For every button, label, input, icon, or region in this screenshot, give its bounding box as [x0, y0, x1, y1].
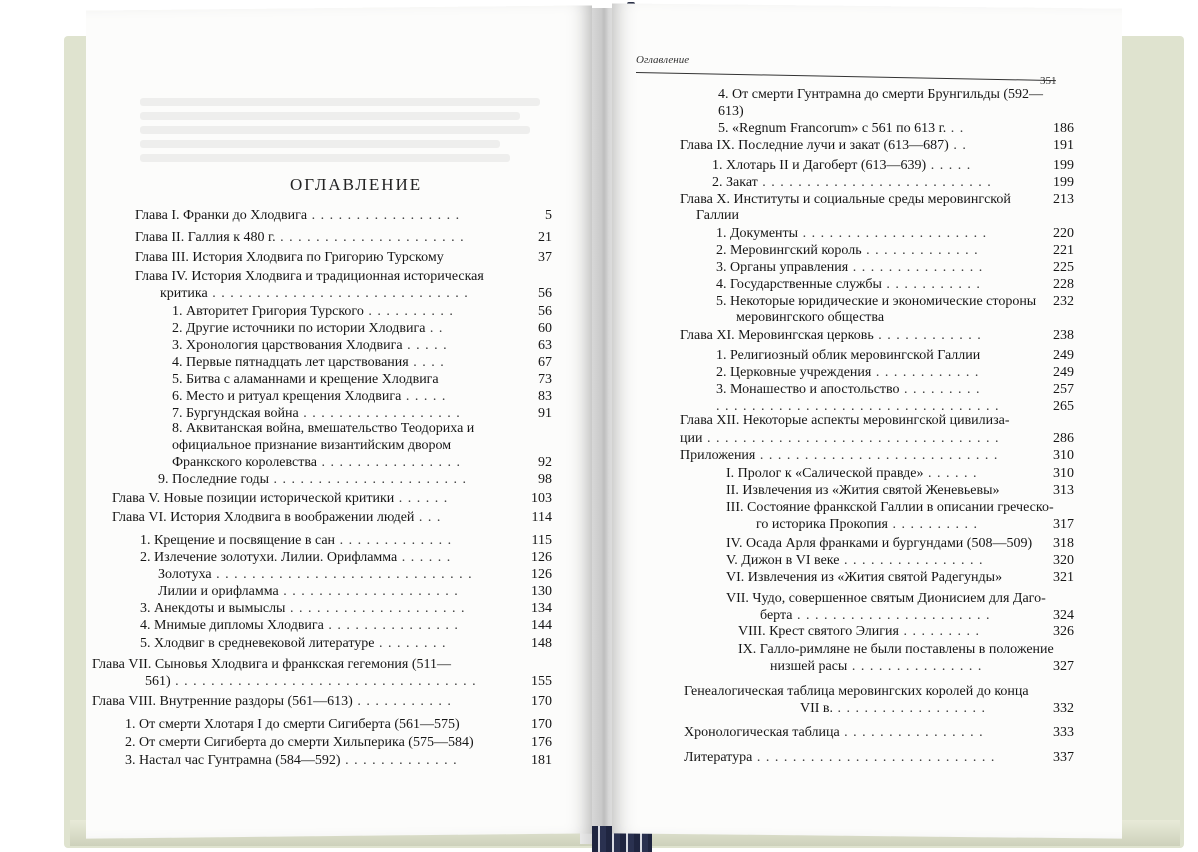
toc-entry	[172, 454, 461, 471]
toc-leader-dots: . . . . . . . . . . . . . . .	[323, 618, 459, 633]
toc-page-number: 148	[531, 636, 552, 651]
toc-entry-title: 7. Бургундская война	[172, 406, 299, 421]
toc-entry-title: VII. Чудо, совершенное святым Дионисием для Даго-	[726, 591, 1046, 606]
toc-entry-title: Галлии	[696, 208, 740, 223]
toc-leader-dots: . . . . . . . . . . .	[881, 277, 981, 292]
toc-entry	[158, 583, 459, 600]
toc-entry-title: Глава VIII. Внутренние раздоры (561—613)	[92, 694, 353, 709]
toc-page-number: 249	[1053, 365, 1074, 380]
toc-page-number: 327	[1053, 659, 1074, 674]
toc-page-number: 103	[531, 491, 552, 506]
bleed-through	[140, 112, 520, 120]
toc-entry	[172, 437, 451, 454]
toc-entry	[680, 430, 999, 447]
toc-entry	[92, 656, 451, 673]
toc-entry	[718, 103, 744, 120]
toc-entry	[158, 471, 467, 488]
toc-entry-title: меровингского общества	[736, 310, 885, 325]
toc-entry	[726, 482, 1000, 499]
toc-page-number: 60	[538, 321, 552, 336]
toc-page-number: 144	[531, 618, 552, 633]
toc-entry	[158, 566, 473, 583]
toc-entry	[160, 285, 469, 302]
toc-leader-dots: . . . . . . . . . . . . . . . . . . . . . .	[792, 608, 991, 623]
toc-entry	[684, 749, 995, 766]
toc-entry	[756, 516, 978, 533]
toc-entry-title: берта	[760, 608, 793, 623]
toc-page-number: 186	[1053, 121, 1074, 136]
toc-entry-title: Глава X. Институты и социальные среды меровингской	[680, 192, 1011, 207]
toc-page-number: 332	[1053, 701, 1074, 716]
toc-page-number: 170	[531, 694, 552, 709]
toc-entry	[738, 623, 980, 640]
toc-entry-title: низшей расы	[770, 659, 848, 674]
toc-entry	[145, 673, 477, 690]
toc-entry-title: 2. От смерти Сигиберта до смерти Хильперика (575—584)	[125, 735, 474, 750]
toc-entry-title: 5. Некоторые юридические и экономические стороны	[716, 294, 1037, 309]
toc-entry	[140, 600, 465, 617]
toc-page-number: 313	[1053, 483, 1074, 498]
toc-leader-dots: . . . . . . . . . . .	[352, 694, 452, 709]
toc-leader-dots: . . . . .	[402, 338, 448, 353]
toc-leader-dots: . . . . . . . . . . . . . . . . .	[307, 208, 461, 223]
toc-entry	[726, 465, 977, 482]
toc-page-number: 220	[1053, 226, 1074, 241]
toc-entry-title: 2. Излечение золотухи. Лилии. Орифламма	[140, 550, 398, 565]
toc-leader-dots: . . . . . . . . . .	[363, 304, 454, 319]
toc-entry	[718, 86, 1043, 103]
toc-page-number: 130	[531, 584, 552, 599]
toc-entry	[712, 157, 971, 174]
toc-entry	[696, 207, 739, 224]
toc-entry	[716, 259, 983, 276]
toc-entry-title: I. Пролог к «Салической правде»	[726, 466, 924, 481]
toc-page-number: 115	[531, 533, 552, 548]
toc-leader-dots: . .	[425, 321, 444, 336]
toc-entry-title: 5. Хлодвиг в средневековой литературе	[140, 636, 375, 651]
toc-entry-title: Глава XII. Некоторые аспекты меровингской цивилиза-	[680, 413, 1010, 428]
toc-page-number: 155	[531, 674, 552, 689]
toc-entry-title: 3. Настал час Гунтрамна (584—592)	[125, 753, 341, 768]
toc-leader-dots: . . . . . . . . .	[899, 382, 981, 397]
toc-entry	[112, 509, 441, 526]
toc-leader-dots: . . . . . . . . . . . . . . . . . . . . . . . . . .	[757, 175, 992, 190]
toc-page-number: 181	[531, 753, 552, 768]
toc-leader-dots: . . . . . . . . . . . . .	[340, 753, 458, 768]
toc-page-number: 326	[1053, 624, 1074, 639]
running-head: Оглавление	[636, 54, 690, 66]
toc-leader-dots: . . . . . . . . . . . . . . . . . . . . . .	[269, 472, 468, 487]
toc-page-number: 310	[1053, 448, 1074, 463]
toc-entry-title: 2. Меровингский король	[716, 243, 862, 258]
toc-entry	[172, 320, 443, 337]
toc-entry-title: 9. Последние годы	[158, 472, 270, 487]
toc-page-number: 199	[1053, 175, 1074, 190]
toc-page-number: 321	[1053, 570, 1074, 585]
toc-leader-dots: . . . . . . . . . . . . . . . . . . . . . . . . . . .	[752, 750, 996, 765]
toc-entry	[680, 412, 1010, 429]
toc-page-number: 199	[1053, 158, 1074, 173]
toc-entry	[125, 734, 474, 751]
toc-entry	[140, 549, 451, 566]
toc-leader-dots: . . . . . . . . . .	[887, 517, 978, 532]
toc-leader-dots: . . . . . . . . . . . . .	[861, 243, 979, 258]
toc-page-number: 213	[1053, 192, 1074, 207]
toc-leader-dots: . . . . . . . . . . . . . . . . . . . . .	[275, 230, 465, 245]
toc-leader-dots: . . . . . . . . .	[898, 624, 980, 639]
toc-entry	[684, 683, 1029, 700]
toc-leader-dots: . . . . . . . .	[374, 636, 447, 651]
toc-entry-title: 561)	[145, 674, 171, 689]
toc-entry-title: 2. Другие источники по истории Хлодвига	[172, 321, 426, 336]
toc-leader-dots: . . . . . . . . . . . . . . . . . . . .	[285, 601, 466, 616]
toc-page-number: 265	[1053, 399, 1074, 414]
toc-entry	[135, 268, 484, 285]
toc-leader-dots: . . . . . . . . . . . . . . . .	[839, 553, 984, 568]
toc-entry	[716, 293, 1036, 310]
toc-entry	[140, 617, 459, 634]
toc-leader-dots: . . .	[414, 510, 442, 525]
toc-entry	[680, 327, 982, 344]
toc-page-number: 176	[531, 735, 552, 750]
toc-leader-dots: . . . . . . . . . . . . . . . . . . . . . . . . . . .	[755, 448, 999, 463]
toc-page-number: 21	[538, 230, 552, 245]
toc-page-number: 249	[1053, 348, 1074, 363]
toc-page-number: 114	[531, 510, 552, 525]
toc-entry	[716, 225, 987, 242]
toc-entry-title: официальное признание византийским двором	[172, 438, 452, 453]
toc-entry	[680, 191, 1011, 208]
toc-entry-title: 5. Битва с аламаннами и крещение Хлодвига	[172, 372, 439, 387]
toc-entry-title: V. Дижон в VI веке	[726, 553, 840, 568]
toc-leader-dots: . . . . . . . . . . . . . . .	[848, 260, 984, 275]
toc-entry-title: Хронологическая таблица	[684, 725, 840, 740]
bleed-through	[140, 154, 510, 162]
toc-entry-title: IX. Галло-римляне не были поставлены в положение	[738, 642, 1054, 657]
toc-entry-title: Глава XI. Меровингская церковь	[680, 328, 874, 343]
toc-entry-title: критика	[160, 286, 208, 301]
toc-page-number: 83	[538, 389, 552, 404]
toc-entry	[135, 249, 444, 266]
toc-entry-title: Глава III. История Хлодвига по Григорию Турскому	[135, 250, 444, 265]
toc-entry	[712, 174, 992, 191]
toc-entry	[125, 752, 458, 769]
page-title: ОГЛАВЛЕНИЕ	[290, 175, 423, 194]
toc-entry-title: VIII. Крест святого Элигия	[738, 624, 899, 639]
bleed-through	[140, 98, 540, 106]
toc-entry-title: 4. Первые пятнадцать лет царствования	[172, 355, 409, 370]
toc-leader-dots: . . . . . . . . . . . .	[873, 328, 982, 343]
toc-entry-title: го историка Прокопия	[756, 517, 888, 532]
toc-leader-dots: . . . . . .	[923, 466, 978, 481]
toc-entry	[726, 552, 983, 569]
toc-page-number: 337	[1053, 750, 1074, 765]
toc-leader-dots: . . . . . . . . . . . . . . . . . . . . .	[798, 226, 988, 241]
toc-page-number: 73	[538, 372, 552, 387]
toc-entry	[726, 499, 1054, 516]
toc-entry-title: 3. Органы управления	[716, 260, 849, 275]
toc-page-number: 317	[1053, 517, 1074, 532]
toc-entry-title: 3. Монашество и апостольство	[716, 382, 900, 397]
toc-page-number: 191	[1053, 138, 1074, 153]
toc-page-number: 318	[1053, 536, 1074, 551]
toc-entry-title: III. Состояние франкской Галлии в описании греческо-	[726, 500, 1054, 515]
toc-leader-dots: . . . . . . . . . . . . . . . . . . . . . . . . . . . . .	[211, 567, 473, 582]
toc-leader-dots: . . . . . .	[397, 550, 452, 565]
toc-page-number: 126	[531, 550, 552, 565]
toc-entry-title: 4. Государственные службы	[716, 277, 882, 292]
toc-entry	[716, 381, 981, 398]
toc-entry	[140, 532, 452, 549]
toc-entry	[172, 388, 446, 405]
toc-leader-dots: . . . .	[408, 355, 445, 370]
toc-entry-title: Франкского королевства	[172, 455, 318, 470]
toc-leader-dots: . . . . .	[401, 389, 447, 404]
toc-entry-title: 4. Мнимые дипломы Хлодвига	[140, 618, 324, 633]
toc-entry	[172, 371, 439, 388]
toc-entry-title: IV. Осада Арля франками и бургундами (508—509)	[726, 536, 1033, 551]
toc-entry-title: Глава IV. История Хлодвига и традиционная историческая	[135, 269, 484, 284]
toc-leader-dots: . . . . .	[926, 158, 972, 173]
toc-page-number: 228	[1053, 277, 1074, 292]
toc-leader-dots: . . . . . . . . . . . . . . . .	[839, 725, 984, 740]
toc-entry	[716, 242, 979, 259]
toc-page-number: 56	[538, 286, 552, 301]
toc-entry-title: Глава VII. Сыновья Хлодвига и франкская гегемония (511—	[92, 657, 452, 672]
toc-leader-dots: . . . . . . . . . . . . . . . . . . . . . . . . . . . . . . . . . .	[170, 674, 477, 689]
toc-entry-title: II. Извлечения из «Жития святой Женевьевы»	[726, 483, 1000, 498]
toc-entry	[716, 347, 980, 364]
toc-leader-dots: . . . . . . . . . . . . . . . . . . . . . . . . . . . . . . . . .	[702, 431, 1000, 446]
toc-page-number: 225	[1053, 260, 1074, 275]
toc-leader-dots: . . . . . . . . . . . . . . . . . . . .	[278, 584, 459, 599]
toc-page-number: 310	[1053, 466, 1074, 481]
toc-page-number: 320	[1053, 553, 1074, 568]
toc-page-number: 221	[1053, 243, 1074, 258]
toc-entry-title: 1. Авторитет Григория Турского	[172, 304, 364, 319]
toc-entry	[738, 641, 1054, 658]
toc-entry	[135, 207, 460, 224]
toc-entry-title: Генеалогическая таблица меровингских королей до конца	[684, 684, 1029, 699]
toc-leader-dots: . . . . . . . . . . . . . . . . . .	[298, 406, 461, 421]
toc-entry	[680, 447, 998, 464]
toc-leader-dots: . .	[948, 138, 967, 153]
toc-entry	[680, 137, 967, 154]
toc-entry	[716, 364, 979, 381]
toc-entry-title: 1. Крещение и посвящение в сан	[140, 533, 336, 548]
toc-entry	[718, 120, 964, 137]
toc-entry-title: 613)	[718, 104, 744, 119]
toc-entry	[125, 716, 460, 733]
toc-leader-dots: . . . . . . . . . . . .	[871, 365, 980, 380]
toc-leader-dots: . . . . . .	[394, 491, 449, 506]
toc-entry	[716, 276, 981, 293]
toc-entry-title: 8. Аквитанская война, вмешательство Теодориха и	[172, 421, 475, 436]
toc-page-number: 56	[538, 304, 552, 319]
toc-leader-dots: . . . . . . . . . . . . . . .	[847, 659, 983, 674]
toc-page-number: 126	[531, 567, 552, 582]
toc-entry-title: Глава V. Новые позиции исторической критики	[112, 491, 395, 506]
toc-entry	[726, 569, 1002, 586]
toc-entry	[684, 724, 984, 741]
toc-entry-title: 4. От смерти Гунтрамна до смерти Брунгильды (592—	[718, 87, 1044, 102]
toc-entry-title: 6. Место и ритуал крещения Хлодвига	[172, 389, 402, 404]
toc-entry-title: VI. Извлечения из «Жития святой Радегунды»	[726, 570, 1003, 585]
toc-entry-title: 1. Документы	[716, 226, 799, 241]
toc-entry	[172, 303, 454, 320]
toc-entry-title: Глава I. Франки до Хлодвига	[135, 208, 308, 223]
toc-leader-dots: . . . . . . . . . . . . . . . .	[317, 455, 462, 470]
toc-entry-title: 3. Анекдоты и вымыслы	[140, 601, 286, 616]
toc-entry	[726, 590, 1046, 607]
toc-entry	[726, 535, 1032, 552]
toc-leader-dots: . . . . . . . . . . . . . . . . .	[833, 701, 987, 716]
toc-entry	[135, 229, 465, 246]
toc-leader-dots: . . . . . . . . . . . . . . . . . . . . . . . . . . . . .	[207, 286, 469, 301]
bleed-through	[140, 140, 500, 148]
toc-entry-title: Глава II. Галлия к 480 г.	[135, 230, 276, 245]
toc-entry-title: ции	[680, 431, 703, 446]
toc-entry-title: Глава VI. История Хлодвига в воображении людей	[112, 510, 415, 525]
toc-entry	[770, 658, 982, 675]
toc-entry	[172, 337, 448, 354]
toc-entry	[760, 607, 990, 624]
toc-page-number: 238	[1053, 328, 1074, 343]
toc-entry	[112, 490, 448, 507]
toc-entry-title: Лилии и орифламма	[158, 584, 279, 599]
toc-entry-title: 1. Хлотарь II и Дагоберт (613—639)	[712, 158, 927, 173]
toc-page-number: 63	[538, 338, 552, 353]
toc-leader-dots: . .	[946, 121, 965, 136]
toc-page-number: 67	[538, 355, 552, 370]
bleed-through	[140, 126, 530, 134]
toc-page-number: 333	[1053, 725, 1074, 740]
toc-page-number: 257	[1053, 382, 1074, 397]
toc-entry-title: 5. «Regnum Francorum» с 561 по 613 г.	[718, 121, 947, 136]
toc-page-number: 5	[545, 208, 552, 223]
toc-page-number: 286	[1053, 431, 1074, 446]
page-number: 351	[1040, 75, 1057, 87]
toc-entry-title: Золотуха	[158, 567, 212, 582]
toc-entry-title: Глава IX. Последние лучи и закат (613—687)	[680, 138, 949, 153]
toc-page-number: 91	[538, 406, 552, 421]
toc-entry-title: Литература	[684, 750, 753, 765]
toc-page-number: 37	[538, 250, 552, 265]
toc-page-number: 134	[531, 601, 552, 616]
toc-page-number: 170	[531, 717, 552, 732]
toc-entry-title: VII в.	[800, 701, 834, 716]
toc-entry-title: 2. Церковные учреждения	[716, 365, 872, 380]
toc-page-number: 324	[1053, 608, 1074, 623]
toc-page-number: 232	[1053, 294, 1074, 309]
toc-leader-dots: . . . . . . . . . . . . .	[335, 533, 453, 548]
toc-entry-title: 1. От смерти Хлотаря I до смерти Сигиберта (561—575)	[125, 717, 460, 732]
toc-entry	[736, 309, 884, 326]
toc-entry	[92, 693, 452, 710]
toc-entry	[140, 635, 447, 652]
toc-entry-title: 3. Хронология царствования Хлодвига	[172, 338, 403, 353]
toc-entry	[172, 420, 474, 437]
toc-leader-dots: . . . . . . . . . . . . . . . . . . . . . . . . . . . . . . . .	[716, 399, 1000, 414]
toc-entry	[172, 354, 445, 371]
toc-page-number: 98	[538, 472, 552, 487]
toc-entry-title: Приложения	[680, 448, 756, 463]
toc-entry-title: 1. Религиозный облик меровингской Галлии	[716, 348, 981, 363]
toc-page-number: 92	[538, 455, 552, 470]
toc-entry	[800, 700, 986, 717]
toc-entry-title: 2. Закат	[712, 175, 758, 190]
